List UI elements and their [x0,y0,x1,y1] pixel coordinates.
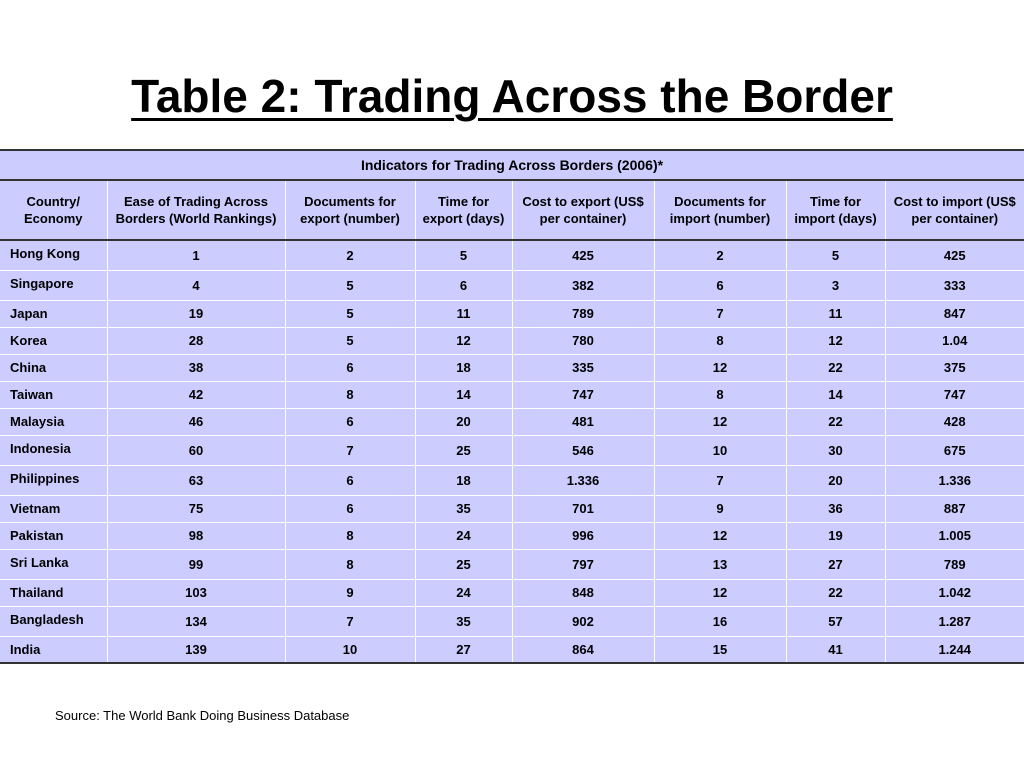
table-header-row [0,180,1024,240]
table-row [0,354,1024,381]
cell-ease-rank: 139 [107,636,285,663]
page-title: Table 2: Trading Across the Border [131,70,893,122]
cell-cost-import: 1.336 [885,465,1024,495]
cell-cost-import: 887 [885,495,1024,522]
cell-docs-export: 5 [285,270,415,300]
cell-cost-export: 797 [512,549,654,579]
cell-docs-export: 2 [285,240,415,270]
cell-time-import: 41 [786,636,885,663]
table-row [0,435,1024,465]
cell-time-import: 36 [786,495,885,522]
cell-docs-import: 16 [654,606,786,636]
cell-ease-rank: 99 [107,549,285,579]
cell-cost-export: 701 [512,495,654,522]
header-cost-export: Cost to export (US$ per container) [512,180,654,240]
cell-ease-rank: 4 [107,270,285,300]
cell-time-export: 35 [415,606,512,636]
cell-cost-export: 789 [512,300,654,327]
cell-cost-import: 675 [885,435,1024,465]
cell-docs-export: 6 [285,495,415,522]
cell-cost-import: 847 [885,300,1024,327]
cell-cost-import: 1.04 [885,327,1024,354]
cell-country: Pakistan [0,522,107,549]
cell-cost-import: 789 [885,549,1024,579]
cell-docs-import: 8 [654,381,786,408]
cell-time-import: 57 [786,606,885,636]
cell-cost-import: 1.005 [885,522,1024,549]
header-country: Country/ Economy [0,180,107,240]
cell-country: Hong Kong [0,240,107,270]
cell-time-import: 20 [786,465,885,495]
cell-docs-export: 7 [285,606,415,636]
table-row [0,579,1024,606]
cell-docs-import: 12 [654,579,786,606]
cell-docs-export: 6 [285,354,415,381]
cell-time-export: 24 [415,522,512,549]
cell-time-export: 5 [415,240,512,270]
cell-country: Vietnam [0,495,107,522]
cell-ease-rank: 46 [107,408,285,435]
table-caption: Indicators for Trading Across Borders (2006)* [0,150,1024,180]
cell-time-export: 14 [415,381,512,408]
cell-cost-import: 333 [885,270,1024,300]
source-note: Source: The World Bank Doing Business Database [55,708,350,723]
cell-cost-import: 1.042 [885,579,1024,606]
cell-docs-export: 8 [285,522,415,549]
cell-docs-import: 15 [654,636,786,663]
cell-time-import: 27 [786,549,885,579]
cell-country: Bangladesh [0,606,107,636]
cell-country: Taiwan [0,381,107,408]
cell-ease-rank: 60 [107,435,285,465]
cell-time-export: 18 [415,465,512,495]
cell-ease-rank: 38 [107,354,285,381]
cell-cost-import: 375 [885,354,1024,381]
cell-time-import: 22 [786,354,885,381]
cell-time-export: 24 [415,579,512,606]
cell-cost-export: 902 [512,606,654,636]
cell-docs-import: 12 [654,522,786,549]
cell-time-export: 27 [415,636,512,663]
table-row [0,270,1024,300]
header-time-export: Time for export (days) [415,180,512,240]
cell-time-export: 12 [415,327,512,354]
cell-time-import: 12 [786,327,885,354]
cell-cost-export: 425 [512,240,654,270]
cell-country: Philippines [0,465,107,495]
header-documents-export: Documents for export (number) [285,180,415,240]
cell-time-export: 35 [415,495,512,522]
cell-docs-import: 7 [654,465,786,495]
table-row [0,495,1024,522]
cell-country: Indonesia [0,435,107,465]
cell-time-export: 25 [415,435,512,465]
cell-docs-import: 7 [654,300,786,327]
cell-ease-rank: 134 [107,606,285,636]
cell-country: Singapore [0,270,107,300]
table-row [0,381,1024,408]
cell-ease-rank: 28 [107,327,285,354]
cell-docs-import: 10 [654,435,786,465]
cell-docs-export: 8 [285,381,415,408]
cell-docs-import: 12 [654,354,786,381]
cell-docs-export: 6 [285,408,415,435]
cell-time-import: 30 [786,435,885,465]
cell-docs-export: 5 [285,327,415,354]
cell-docs-export: 10 [285,636,415,663]
trading-table [0,149,1024,664]
cell-docs-import: 12 [654,408,786,435]
cell-docs-export: 9 [285,579,415,606]
cell-docs-export: 5 [285,300,415,327]
cell-cost-import: 1.244 [885,636,1024,663]
cell-time-export: 6 [415,270,512,300]
cell-ease-rank: 98 [107,522,285,549]
cell-docs-export: 6 [285,465,415,495]
cell-time-import: 11 [786,300,885,327]
table-row [0,549,1024,579]
table-row [0,606,1024,636]
cell-country: India [0,636,107,663]
cell-ease-rank: 103 [107,579,285,606]
cell-time-export: 20 [415,408,512,435]
cell-time-import: 22 [786,408,885,435]
cell-country: Japan [0,300,107,327]
cell-time-import: 5 [786,240,885,270]
cell-ease-rank: 42 [107,381,285,408]
cell-cost-export: 747 [512,381,654,408]
cell-cost-import: 428 [885,408,1024,435]
cell-docs-import: 9 [654,495,786,522]
cell-docs-export: 7 [285,435,415,465]
cell-docs-import: 13 [654,549,786,579]
cell-cost-export: 848 [512,579,654,606]
cell-cost-import: 1.287 [885,606,1024,636]
cell-docs-import: 2 [654,240,786,270]
cell-cost-export: 864 [512,636,654,663]
table-row [0,465,1024,495]
cell-time-import: 19 [786,522,885,549]
header-cost-import: Cost to import (US$ per container) [885,180,1024,240]
cell-ease-rank: 1 [107,240,285,270]
cell-ease-rank: 75 [107,495,285,522]
table-body [0,150,1024,663]
table-row [0,327,1024,354]
cell-cost-export: 780 [512,327,654,354]
cell-time-export: 18 [415,354,512,381]
cell-time-export: 11 [415,300,512,327]
cell-cost-export: 481 [512,408,654,435]
trading-table-container [0,149,1024,664]
table-row [0,522,1024,549]
table-caption-row [0,150,1024,180]
header-time-import: Time for import (days) [786,180,885,240]
cell-ease-rank: 63 [107,465,285,495]
cell-cost-export: 546 [512,435,654,465]
header-ease-of-trading: Ease of Trading Across Borders (World Rankings) [107,180,285,240]
cell-cost-import: 425 [885,240,1024,270]
cell-country: China [0,354,107,381]
cell-time-export: 25 [415,549,512,579]
header-documents-import: Documents for import (number) [654,180,786,240]
cell-time-import: 22 [786,579,885,606]
cell-cost-export: 996 [512,522,654,549]
cell-country: Malaysia [0,408,107,435]
cell-cost-import: 747 [885,381,1024,408]
cell-country: Thailand [0,579,107,606]
cell-docs-import: 6 [654,270,786,300]
cell-cost-export: 382 [512,270,654,300]
cell-time-import: 14 [786,381,885,408]
table-row [0,300,1024,327]
cell-country: Sri Lanka [0,549,107,579]
table-row [0,636,1024,663]
cell-country: Korea [0,327,107,354]
cell-cost-export: 1.336 [512,465,654,495]
table-row [0,408,1024,435]
cell-time-import: 3 [786,270,885,300]
table-row [0,240,1024,270]
cell-docs-import: 8 [654,327,786,354]
cell-ease-rank: 19 [107,300,285,327]
cell-cost-export: 335 [512,354,654,381]
cell-docs-export: 8 [285,549,415,579]
